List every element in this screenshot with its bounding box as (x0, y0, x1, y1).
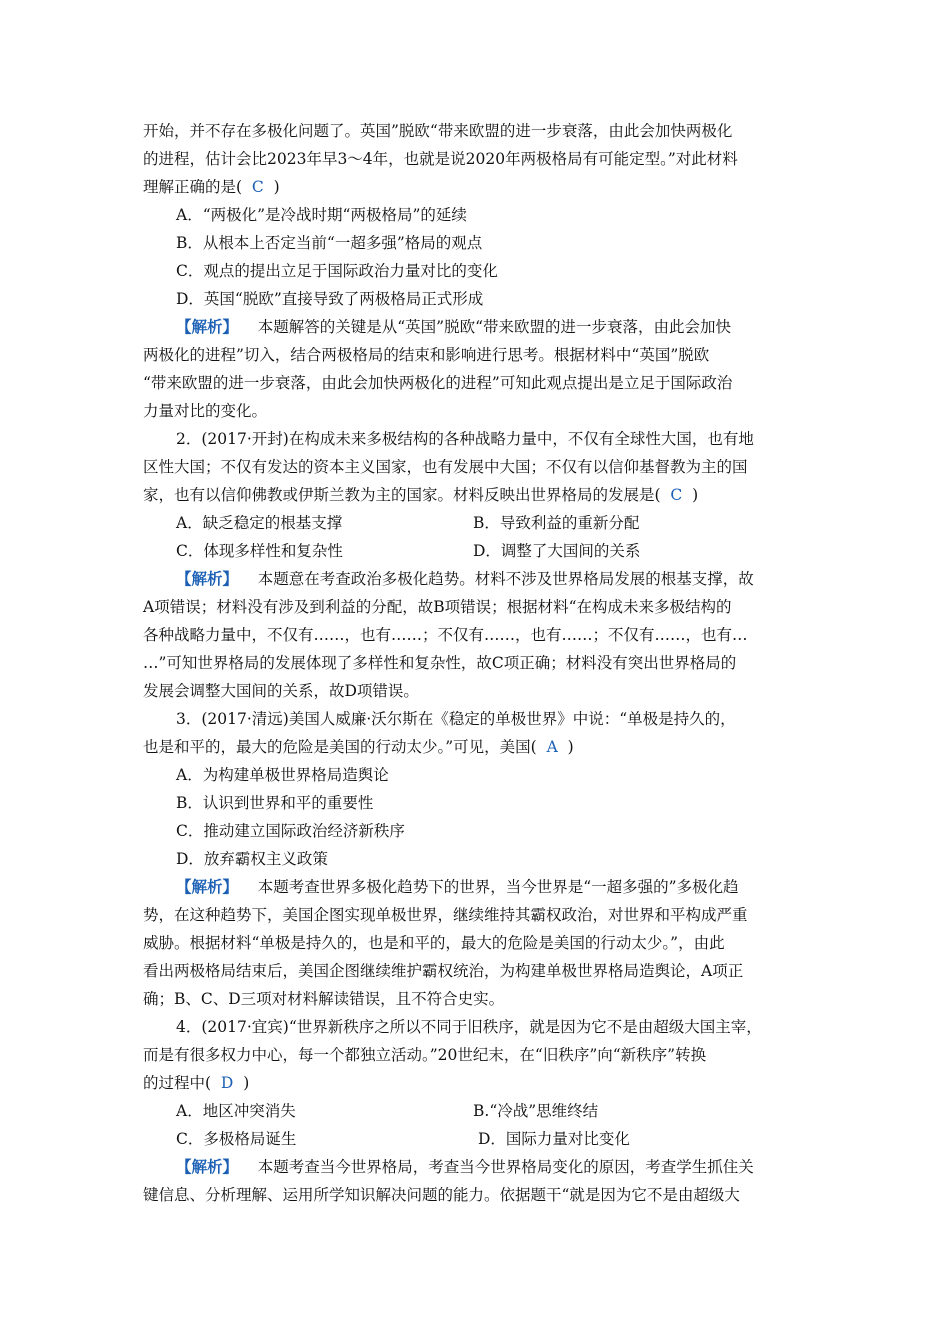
q2-stem-line: 2．(2017·开封)在构成未来多极结构的各种战略力量中，不仅有全球性大国，也有地 (176, 430, 754, 448)
option-a: A．缺乏稳定的根基支撑 (176, 514, 343, 532)
analysis-line: 键信息、分析理解、运用所学知识解决问题的能力。依据题干“就是因为它不是由超级大 (143, 1186, 740, 1204)
q2-stem-line: 区性大国；不仅有发达的资本主义国家，也有发展中大国；不仅有以信仰基督教为主的国 (143, 458, 748, 476)
option-b: B．从根本上否定当前“一超多强”格局的观点 (176, 234, 483, 252)
analysis-first-line: 【解析】 本题解答的关键是从“英国”脱欧“带来欧盟的进一步衰落，由此会加快 (176, 317, 732, 336)
analysis-first-line: 【解析】 本题考查当今世界格局，考查当今世界格局变化的原因，考查学生抓住关 (176, 1157, 754, 1176)
option-a: A．为构建单极世界格局造舆论 (176, 766, 389, 784)
analysis-line: 发展会调整大国间的关系，故D项错误。 (143, 682, 419, 700)
analysis-line: 确；B、C、D三项对材料解读错误，且不符合史实。 (143, 990, 505, 1008)
analysis-first-line: 【解析】 本题考查世界多极化趋势下的世界，当今世界是“一超多强的”多极化趋 (176, 877, 739, 896)
analysis-line: 力量对比的变化。 (143, 402, 268, 420)
option-b: B．导致利益的重新分配 (473, 514, 640, 532)
analysis-line: 两极化的进程”切入，结合两极格局的结束和影响进行思考。根据材料中“英国”脱欧 (143, 346, 710, 364)
option-d: D．国际力量对比变化 (478, 1130, 630, 1148)
intro-stem-end: 理解正确的是( C ) (143, 178, 280, 196)
q3-stem-end: 也是和平的，最大的危险是美国的行动太少。”可见，美国( A ) (143, 738, 574, 756)
q4-stem-end: 的过程中( D ) (143, 1074, 250, 1092)
analysis-first-line: 【解析】 本题意在考查政治多极化趋势。材料不涉及世界格局发展的根基支撑，故 (176, 569, 754, 588)
option-d: D．调整了大国间的关系 (473, 542, 641, 560)
option-b: B.“冷战”思维终结 (473, 1102, 599, 1120)
option-c: C．体现多样性和复杂性 (176, 542, 343, 560)
analysis-line: 各种战略力量中，不仅有……，也有……；不仅有……，也有……；不仅有……，也有… (143, 626, 748, 644)
analysis-line: A项错误；材料没有涉及到利益的分配，故B项错误；根据材料“在构成未来多极结构的 (143, 598, 732, 616)
option-d: D．英国“脱欧”直接导致了两极格局正式形成 (176, 290, 484, 308)
analysis-line: 势，在这种趋势下，美国企图实现单极世界，继续维持其霸权政治，对世界和平构成严重 (143, 906, 748, 924)
q2-stem-end: 家，也有以信仰佛教或伊斯兰教为主的国家。材料反映出世界格局的发展是( C ) (143, 486, 699, 504)
q3-stem-line: 3．(2017·清远)美国人威廉·沃尔斯在《稳定的单极世界》中说：“单极是持久的， (176, 710, 736, 728)
answer-mark: C (670, 486, 683, 504)
analysis-tag: 【解析】 (176, 1157, 239, 1176)
analysis-line: “带来欧盟的进一步衰落，由此会加快两极化的进程”可知此观点提出是立足于国际政治 (143, 374, 733, 392)
analysis-line: 威胁。根据材料“单极是持久的，也是和平的，最大的危险是美国的行动太少。”，由此 (143, 934, 725, 952)
analysis-tag: 【解析】 (176, 317, 239, 336)
intro-stem-line: 开始，并不存在多极化问题了。英国”脱欧“带来欧盟的进一步衰落，由此会加快两极化 (143, 122, 733, 140)
answer-mark: D (220, 1074, 234, 1092)
option-a: A．地区冲突消失 (176, 1102, 296, 1120)
q4-stem-line: 4．(2017·宜宾)“世界新秩序之所以不同于旧秩序，就是因为它不是由超级大国主宰， (176, 1018, 762, 1036)
analysis-tag: 【解析】 (176, 569, 239, 588)
option-b: B．认识到世界和平的重要性 (176, 794, 374, 812)
option-c: C．观点的提出立足于国际政治力量对比的变化 (176, 262, 498, 280)
analysis-tag: 【解析】 (176, 877, 239, 896)
analysis-line: 看出两极格局结束后，美国企图继续维护霸权统治，为构建单极世界格局造舆论，A项正 (143, 962, 744, 980)
answer-mark: A (546, 738, 558, 756)
intro-stem-line: 的进程，估计会比2023年早3～4年，也就是说2020年两极格局有可能定型。”对此材料 (143, 150, 738, 168)
q4-stem-line: 而是有很多权力中心，每一个都独立活动。”20世纪末，在“旧秩序”向“新秩序”转换 (143, 1046, 707, 1064)
option-d: D．放弃霸权主义政策 (176, 850, 328, 868)
option-a: A．“两极化”是冷战时期“两极格局”的延续 (176, 206, 467, 224)
analysis-line: …”可知世界格局的发展体现了多样性和复杂性，故C项正确；材料没有突出世界格局的 (143, 654, 737, 672)
option-c: C．推动建立国际政治经济新秩序 (176, 822, 405, 840)
answer-mark: C (251, 178, 264, 196)
option-c: C．多极格局诞生 (176, 1130, 297, 1148)
